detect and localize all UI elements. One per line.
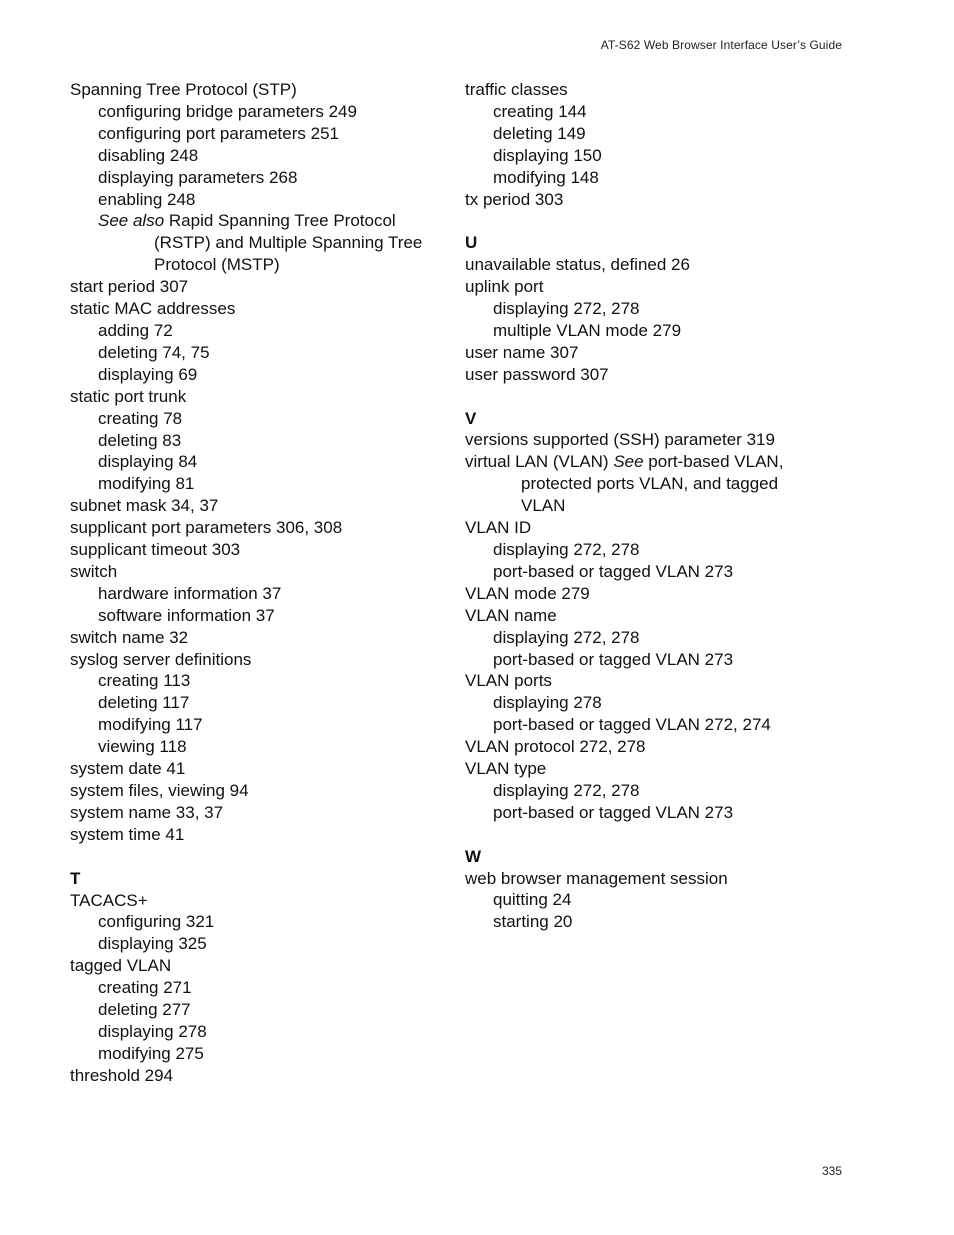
index-subentry [70, 977, 450, 999]
entry-text: VLAN name [465, 605, 557, 625]
entry-text: adding 72 [98, 320, 173, 340]
index-subentry [70, 583, 450, 605]
index-entry [70, 79, 450, 101]
index-subentry [70, 714, 450, 736]
index-entry [465, 868, 865, 890]
cross-reference-label: See [613, 452, 644, 472]
index-subentry [70, 101, 450, 123]
entry-text: system time 41 [70, 824, 185, 844]
entry-text: VLAN ID [465, 518, 532, 538]
entry-text: traffic classes [465, 80, 568, 99]
entry-text: modifying 81 [98, 474, 195, 494]
entry-text: modifying 148 [493, 167, 599, 187]
entry-text: configuring bridge parameters 249 [98, 101, 357, 121]
entry-text: system date 41 [70, 759, 186, 779]
entry-text: Protocol (MSTP) [154, 255, 280, 275]
index-subentry [465, 145, 865, 167]
index-subentry [465, 714, 865, 736]
index-entry-continuation [465, 495, 865, 517]
index-letter-heading: U [465, 233, 478, 253]
index-entry-continuation [70, 254, 450, 276]
index-entry [70, 517, 450, 539]
index-entry [465, 583, 865, 605]
index-subentry [465, 802, 865, 824]
entry-text: creating 144 [493, 101, 587, 121]
entry-text: modifying 275 [98, 1043, 204, 1063]
entry-text: versions supported (SSH) parameter 319 [465, 430, 775, 450]
index-subentry [465, 167, 865, 189]
entry-text: unavailable status, defined 26 [465, 255, 690, 275]
entry-text: displaying 69 [98, 364, 198, 384]
index-entry [70, 539, 450, 561]
entry-text: multiple VLAN mode 279 [493, 320, 682, 340]
index-subentry [70, 210, 450, 232]
entry-text: VLAN ports [465, 671, 552, 691]
index-column-right [465, 79, 865, 933]
index-subentry [465, 627, 865, 649]
entry-text: displaying 325 [98, 934, 207, 954]
index-entry [70, 276, 450, 298]
index-entry [70, 561, 450, 583]
index-entry [465, 276, 865, 298]
index-entry [70, 758, 450, 780]
entry-text: switch name 32 [70, 627, 189, 647]
index-subentry [70, 320, 450, 342]
entry-text: system files, viewing 94 [70, 781, 249, 800]
index-entry [465, 189, 865, 211]
entry-text: deleting 117 [98, 693, 190, 713]
index-subentry [70, 451, 450, 473]
entry-text: supplicant timeout 303 [70, 540, 241, 560]
index-letter-heading: W [465, 846, 482, 866]
entry-text: displaying parameters 268 [98, 167, 298, 187]
entry-text: TACACS+ [70, 890, 148, 910]
section-gap [465, 210, 865, 232]
index-subentry [70, 123, 450, 145]
entry-text: VLAN protocol 272, 278 [465, 737, 646, 757]
section-gap [70, 846, 450, 868]
entry-text: displaying 272, 278 [493, 780, 640, 800]
index-subentry [465, 539, 865, 561]
entry-text: VLAN mode 279 [465, 583, 590, 603]
index-subentry [70, 692, 450, 714]
index-entry [465, 429, 865, 451]
index-entry [465, 79, 865, 101]
index-entry [70, 627, 450, 649]
index-subentry [70, 1021, 450, 1043]
index-subentry [465, 692, 865, 714]
index-entry [465, 342, 865, 364]
entry-text: static port trunk [70, 386, 187, 406]
entry-text: port-based or tagged VLAN 272, 274 [493, 715, 771, 735]
entry-text: hardware information 37 [98, 583, 282, 603]
entry-text: port-based or tagged VLAN 273 [493, 802, 734, 822]
index-subentry [70, 605, 450, 627]
index-letter-heading: V [465, 408, 477, 428]
index-subentry [465, 780, 865, 802]
entry-text: start period 307 [70, 277, 189, 297]
index-entry [465, 758, 865, 780]
section-gap [465, 824, 865, 846]
index-subentry [70, 364, 450, 386]
entry-text: displaying 272, 278 [493, 540, 640, 559]
index-subentry [70, 408, 450, 430]
entry-text: (RSTP) and Multiple Spanning Tree [154, 233, 423, 253]
index-subentry [70, 189, 450, 211]
entry-text: subnet mask 34, 37 [70, 496, 219, 516]
entry-text: displaying 150 [493, 145, 602, 165]
entry-text: static MAC addresses [70, 299, 236, 319]
entry-text: creating 113 [98, 671, 191, 691]
entry-text: creating 271 [98, 978, 192, 998]
index-subentry [465, 320, 865, 342]
entry-text: viewing 118 [98, 737, 187, 757]
index-entry [70, 386, 450, 408]
index-entry [70, 955, 450, 977]
entry-text: virtual LAN (VLAN) [465, 452, 614, 472]
index-entry [465, 736, 865, 758]
index-subentry [70, 911, 450, 933]
entry-text: displaying 278 [98, 1021, 207, 1041]
entry-text: deleting 277 [98, 1000, 191, 1020]
index-entry [465, 451, 865, 473]
index-subentry [465, 123, 865, 145]
entry-text: quitting 24 [493, 890, 572, 910]
entry-text: uplink port [465, 277, 544, 297]
entry-text: threshold 294 [70, 1065, 174, 1085]
index-letter-heading: T [70, 868, 81, 888]
entry-text: displaying 272, 278 [493, 627, 640, 647]
index-entry [465, 254, 865, 276]
index-subentry [70, 1043, 450, 1065]
index-entry [70, 495, 450, 517]
entry-text: web browser management session [465, 868, 728, 888]
index-entry [70, 649, 450, 671]
index-entry [465, 364, 865, 386]
index-entry [70, 780, 450, 802]
entry-text: port-based or tagged VLAN 273 [493, 649, 734, 669]
index-subentry [70, 670, 450, 692]
entry-text: port-based VLAN, [643, 452, 784, 472]
index-subentry [465, 649, 865, 671]
index-subentry [465, 911, 865, 933]
entry-text: Spanning Tree Protocol (STP) [70, 80, 297, 99]
entry-text: VLAN type [465, 759, 547, 779]
entry-text: system name 33, 37 [70, 802, 224, 822]
cross-reference-label: See also [98, 211, 165, 231]
index-subentry [70, 145, 450, 167]
entry-text: switch [70, 561, 118, 581]
entry-text: configuring 321 [98, 912, 215, 932]
entry-text: port-based or tagged VLAN 273 [493, 561, 734, 581]
running-header: AT-S62 Web Browser Interface User’s Guide [600, 38, 842, 52]
page-number: 335 [821, 1164, 842, 1178]
entry-text: deleting 149 [493, 123, 586, 143]
index-subentry [70, 933, 450, 955]
entry-text: user password 307 [465, 364, 609, 384]
entry-text: enabling 248 [98, 189, 196, 209]
index-entry [70, 824, 450, 846]
index-subentry [70, 999, 450, 1021]
entry-text: user name 307 [465, 342, 579, 362]
entry-text: modifying 117 [98, 715, 203, 735]
index-subentry [465, 561, 865, 583]
index-entry [70, 802, 450, 824]
index-subentry [465, 101, 865, 123]
index-subentry [465, 298, 865, 320]
entry-text: Rapid Spanning Tree Protocol [164, 211, 396, 231]
index-entry [70, 298, 450, 320]
index-entry [465, 670, 865, 692]
entry-text: disabling 248 [98, 145, 199, 165]
index-entry [465, 605, 865, 627]
entry-text: tx period 303 [465, 189, 564, 209]
index-subentry [70, 736, 450, 758]
index-subentry [70, 473, 450, 495]
index-entry [70, 1065, 450, 1087]
entry-text: software information 37 [98, 605, 275, 625]
entry-text: displaying 272, 278 [493, 299, 640, 319]
index-column-left [70, 79, 450, 1087]
index-subentry [465, 889, 865, 911]
entry-text: VLAN [521, 496, 566, 516]
index-entry-continuation [70, 232, 450, 254]
index-subentry [70, 342, 450, 364]
entry-text: deleting 83 [98, 430, 182, 450]
index-entry [70, 890, 450, 912]
index-entry-continuation [465, 473, 865, 495]
entry-text: displaying 278 [493, 693, 602, 713]
entry-text: deleting 74, 75 [98, 342, 210, 362]
index-subentry [70, 167, 450, 189]
entry-text: syslog server definitions [70, 649, 252, 669]
entry-text: tagged VLAN [70, 956, 172, 976]
entry-text: starting 20 [493, 912, 573, 932]
entry-text: creating 78 [98, 408, 183, 428]
entry-text: displaying 84 [98, 452, 198, 472]
entry-text: configuring port parameters 251 [98, 123, 339, 143]
index-subentry [70, 430, 450, 452]
entry-text: supplicant port parameters 306, 308 [70, 518, 343, 538]
index-entry [465, 517, 865, 539]
entry-text: protected ports VLAN, and tagged [521, 474, 779, 494]
section-gap [465, 386, 865, 408]
